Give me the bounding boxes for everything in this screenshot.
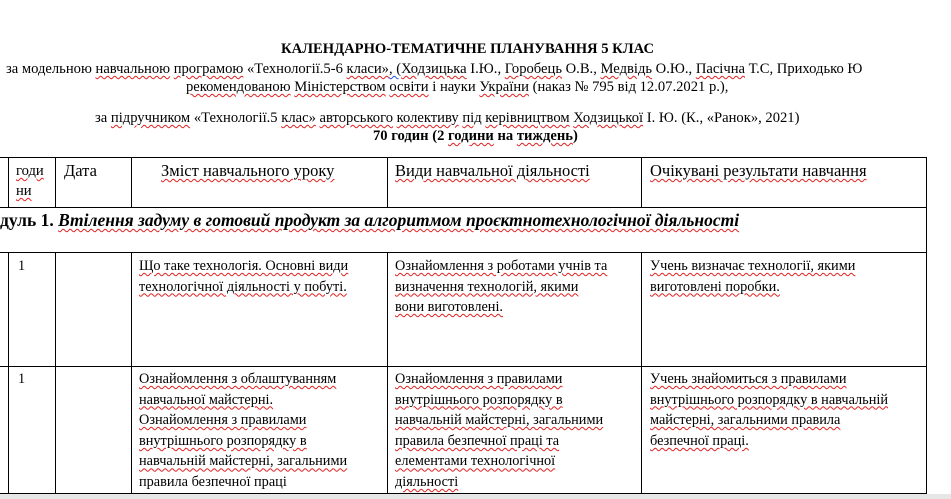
col-border: [8, 252, 9, 494]
header-results: Очікувані результати навчання: [650, 161, 867, 180]
col-border: [387, 252, 388, 494]
col-border: [641, 157, 642, 207]
header-activities: Види навчальної діяльності: [395, 161, 590, 180]
hours-line: 70 годин (2 години на тиждень): [373, 128, 578, 144]
header-hours: годи ни: [16, 163, 44, 199]
program-line: за модельною навчальною програмою «Технології.5-6 класи», (Ходзицька І.Ю., Горобець О.В., Медвідь О.Ю., Пасічна Т.С, Приходько Ю: [6, 61, 863, 77]
row1-bottom-border: [0, 366, 927, 367]
table-border-top: [0, 157, 927, 158]
textbook-line: за підручником «Технології.5 клас» авторського колективу під керівництвом Ходзицької І. Ю. (К., «Ранок», 2021): [95, 110, 800, 126]
page-gap: [0, 494, 951, 499]
col-border: [55, 157, 56, 207]
ministry-line: рекомендованою Міністерством освіти і науки України (наказ № 795 від 12.07.2021 р.),: [186, 79, 729, 95]
row1-results: Учень визначає технології, якими виготовлені поробки.: [650, 258, 856, 295]
header-date: Дата: [64, 161, 97, 180]
row1-hours: 1: [18, 258, 26, 274]
col-border: [131, 252, 132, 494]
table-border-right: [926, 157, 927, 494]
module-heading: дуль 1. Втілення задуму в готовий продукт за алгоритмом проєктнотехнологічної діяльності: [0, 210, 740, 230]
row1-content: Що таке технологія. Основні види технологічної діяльності у побуті.: [139, 258, 349, 295]
header-content: Зміст навчального уроку: [161, 161, 335, 180]
row2-content: Ознайомлення з облаштуванням навчальної майстерні. Ознайомлення з правилами внутрішнього розпорядку в навчальній майстерні, загальними правила безпечної праці: [139, 371, 348, 490]
col-border: [387, 157, 388, 207]
row2-results: Учень знайомиться з правилами внутрішнього розпорядку в навчальній майстерні, загальними правила безпечної праці.: [650, 371, 888, 449]
page-title: КАЛЕНДАРНО-ТЕМАТИЧНЕ ПЛАНУВАННЯ 5 КЛАС: [281, 41, 654, 57]
row1-activities: Ознайомлення з роботами учнів та визначення технологій, якими вони виготовлені.: [395, 258, 608, 316]
col-border: [641, 252, 642, 494]
col-border: [131, 157, 132, 207]
header-bottom-border: [0, 207, 927, 208]
col-border: [55, 252, 56, 494]
module-bottom-border: [0, 252, 927, 253]
col-border: [8, 157, 9, 207]
row2-activities: Ознайомлення з правилами внутрішнього розпорядку в навчальній майстерні, загальними правила безпечної праці та елементами технологічної діяльності: [395, 371, 604, 490]
row2-hours: 1: [18, 371, 26, 387]
